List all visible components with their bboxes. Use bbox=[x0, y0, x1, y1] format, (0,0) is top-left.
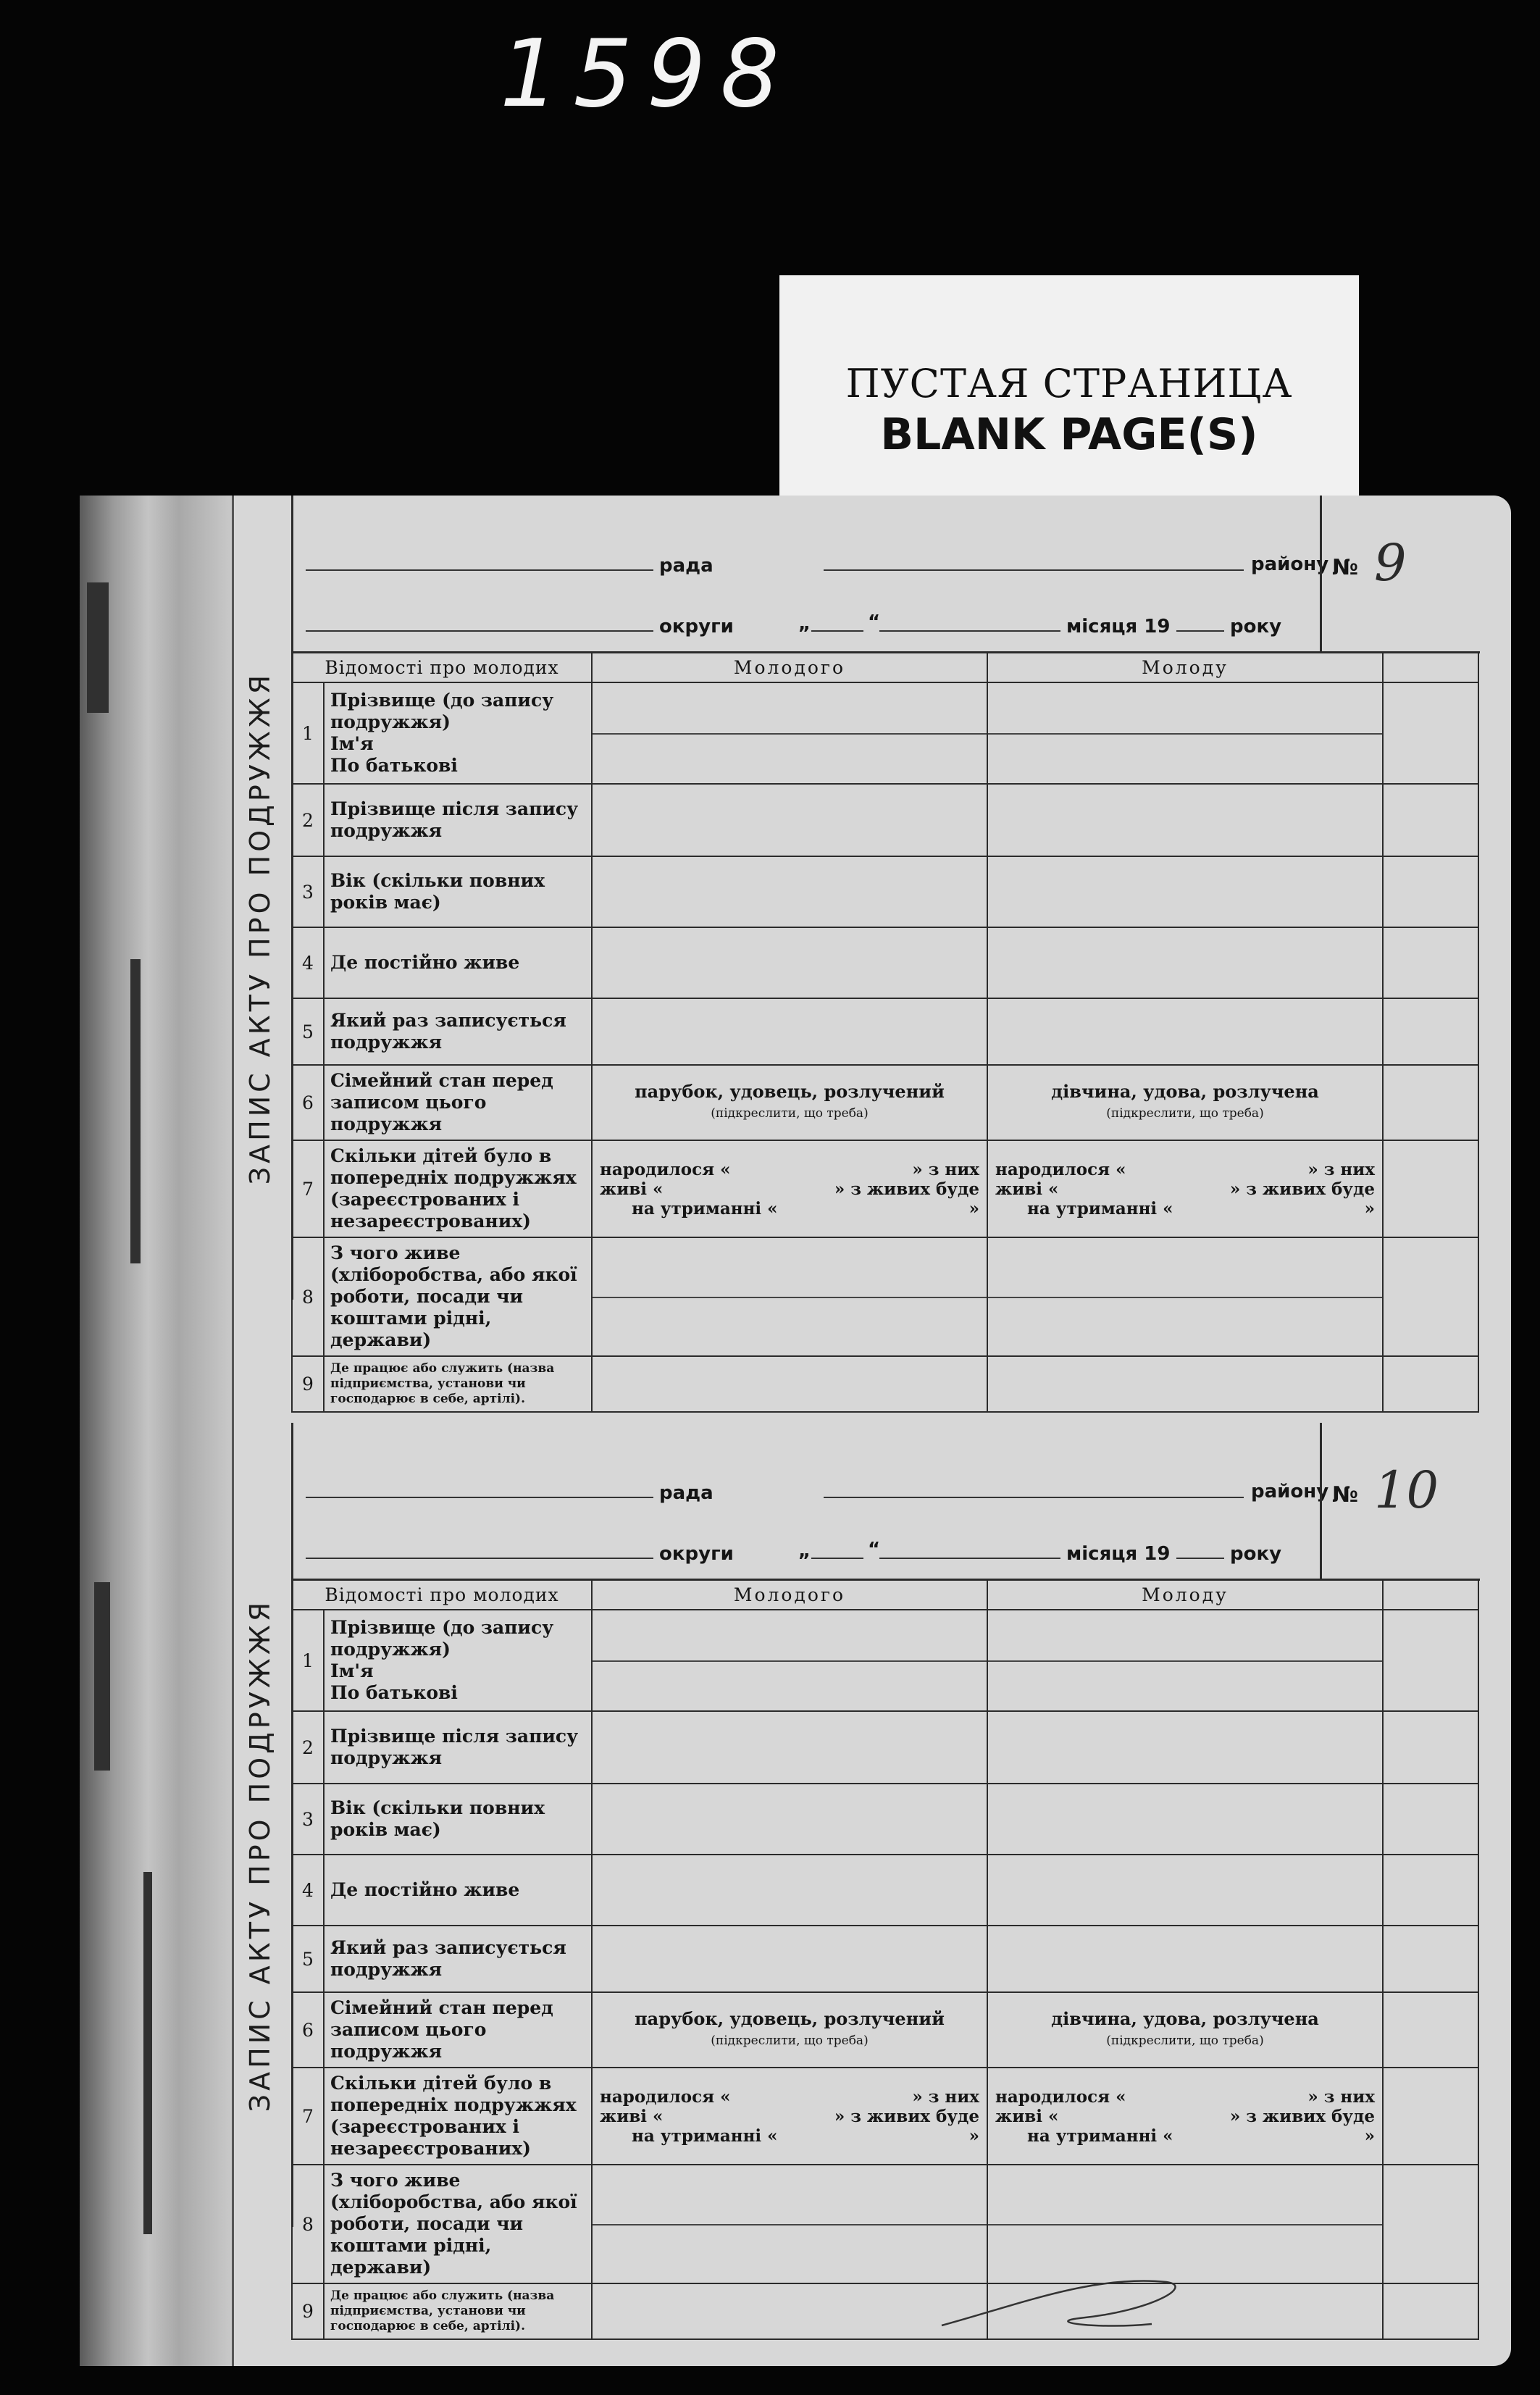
extra-cell bbox=[1383, 2283, 1478, 2339]
row-question: Прізвище після запису подружжя bbox=[324, 784, 592, 856]
bride-answer-cell bbox=[987, 1237, 1383, 1356]
blank-page-card bbox=[779, 275, 1359, 514]
col-bride-header: Молоду bbox=[987, 1579, 1383, 1610]
extra-cell bbox=[1383, 1926, 1478, 1992]
row-number: 4 bbox=[292, 1855, 324, 1926]
row-number: 8 bbox=[292, 2165, 324, 2283]
record-table bbox=[291, 1579, 1479, 2340]
month-label: місяця 19 bbox=[1066, 1543, 1171, 1565]
record-number-box bbox=[1320, 1423, 1480, 1581]
table-row bbox=[292, 1237, 1478, 1356]
col-info-header: Відомості про молодих bbox=[292, 652, 592, 682]
extra-cell bbox=[1383, 784, 1478, 856]
row-number: 8 bbox=[292, 1237, 324, 1356]
extra-cell bbox=[1383, 856, 1478, 927]
month-label: місяця 19 bbox=[1066, 616, 1171, 638]
groom-answer-cell bbox=[592, 856, 987, 927]
table-row bbox=[292, 998, 1478, 1065]
row-question: Прізвище після запису подружжя bbox=[324, 1711, 592, 1784]
number-label: № bbox=[1332, 1482, 1359, 1508]
extra-cell bbox=[1383, 1784, 1478, 1855]
record-side-strip bbox=[229, 1423, 293, 2227]
extra-cell bbox=[1383, 998, 1478, 1065]
quote-open: „ bbox=[798, 1540, 811, 1562]
table-row bbox=[292, 2165, 1478, 2283]
groom-answer-cell bbox=[592, 1992, 987, 2068]
rada-label: рада bbox=[659, 1482, 713, 1504]
extra-cell bbox=[1383, 1992, 1478, 2068]
col-extra-header bbox=[1383, 1579, 1478, 1610]
okruhy-label: округи bbox=[659, 616, 734, 638]
film-number: 1598 bbox=[500, 20, 794, 128]
groom-answer-cell bbox=[592, 2068, 987, 2165]
table-row bbox=[292, 1926, 1478, 1992]
bride-children: народилося « » з них живі « » з живих буде на утриманні « » bbox=[995, 2086, 1375, 2146]
record-number-box bbox=[1320, 496, 1480, 653]
row-question: З чого живе (хліборобства, або якої роботи, посади чи коштами рідні, держави) bbox=[324, 1237, 592, 1356]
row-question: Який раз записується подружжя bbox=[324, 1926, 592, 1992]
row-number: 5 bbox=[292, 1926, 324, 1992]
record-header bbox=[291, 496, 1329, 653]
bride-answer-cell bbox=[987, 1610, 1383, 1711]
groom-answer-cell bbox=[592, 927, 987, 998]
groom-answer-cell bbox=[592, 1784, 987, 1855]
row-question: Вік (скільки повних років має) bbox=[324, 1784, 592, 1855]
col-bride-header: Молоду bbox=[987, 652, 1383, 682]
row-question: Скільки дітей було в попередніх подружжях (зареєстрованих і незареєстрованих) bbox=[324, 2068, 592, 2165]
bride-answer-cell bbox=[987, 2068, 1383, 2165]
groom-answer-cell bbox=[592, 998, 987, 1065]
table-row bbox=[292, 1140, 1478, 1237]
groom-status: парубок, удовець, розлучений (підкреслити, що треба) bbox=[635, 1081, 945, 1121]
bride-answer-cell bbox=[987, 1065, 1383, 1140]
table-row bbox=[292, 927, 1478, 998]
groom-answer-cell bbox=[592, 1855, 987, 1926]
bride-answer-cell bbox=[987, 682, 1383, 784]
raion-label: району bbox=[1251, 1481, 1329, 1502]
groom-answer-cell bbox=[592, 1065, 987, 1140]
blank-page-en: BLANK PAGE(S) bbox=[880, 409, 1258, 460]
extra-cell bbox=[1383, 1711, 1478, 1784]
row-question: Де постійно живе bbox=[324, 927, 592, 998]
extra-cell bbox=[1383, 2165, 1478, 2283]
row-number: 6 bbox=[292, 1992, 324, 2068]
extra-cell bbox=[1383, 1610, 1478, 1711]
book-spine bbox=[80, 496, 234, 2366]
table-row bbox=[292, 682, 1478, 784]
record-number: 9 bbox=[1374, 533, 1407, 593]
quote-open: „ bbox=[798, 613, 811, 635]
bride-answer-cell bbox=[987, 1926, 1383, 1992]
row-question: Вік (скільки повних років має) bbox=[324, 856, 592, 927]
extra-cell bbox=[1383, 2068, 1478, 2165]
bride-status: дівчина, удова, розлучена (підкреслити, що треба) bbox=[1051, 1081, 1319, 1121]
row-number: 9 bbox=[292, 1356, 324, 1412]
row-question: Сімейний стан перед записом цього подружжя bbox=[324, 1065, 592, 1140]
groom-answer-cell bbox=[592, 1356, 987, 1412]
bride-answer-cell bbox=[987, 1784, 1383, 1855]
row-question: Сімейний стан перед записом цього подружжя bbox=[324, 1992, 592, 2068]
table-row bbox=[292, 1610, 1478, 1711]
extra-cell bbox=[1383, 1356, 1478, 1412]
table-row bbox=[292, 1356, 1478, 1412]
rada-label: рада bbox=[659, 555, 713, 577]
bride-answer-cell bbox=[987, 784, 1383, 856]
row-question: Де працює або служить (назва підприємства, установи чи господарює в себе, артілі). bbox=[324, 2283, 592, 2339]
row-number: 6 bbox=[292, 1065, 324, 1140]
bride-answer-cell bbox=[987, 1855, 1383, 1926]
record-side-strip bbox=[229, 496, 293, 1300]
groom-answer-cell bbox=[592, 1610, 987, 1711]
record-table bbox=[291, 651, 1479, 1413]
quote-close: “ bbox=[868, 611, 881, 633]
table-row bbox=[292, 1855, 1478, 1926]
row-number: 2 bbox=[292, 784, 324, 856]
pen-scribble bbox=[934, 2260, 1268, 2340]
bride-answer-cell bbox=[987, 1140, 1383, 1237]
record-side-title: ЗАПИС АКТУ ПРО ПОДРУЖЖЯ bbox=[244, 1598, 276, 2112]
table-row bbox=[292, 1992, 1478, 2068]
col-extra-header bbox=[1383, 652, 1478, 682]
bride-status: дівчина, удова, розлучена (підкреслити, що треба) bbox=[1051, 2008, 1319, 2048]
bride-children: народилося « » з них живі « » з живих буде на утриманні « » bbox=[995, 1159, 1375, 1219]
year-label: року bbox=[1230, 1543, 1282, 1565]
row-question: Де постійно живе bbox=[324, 1855, 592, 1926]
extra-cell bbox=[1383, 682, 1478, 784]
table-row bbox=[292, 2068, 1478, 2165]
col-groom-header: Молодого bbox=[592, 1579, 987, 1610]
row-number: 7 bbox=[292, 2068, 324, 2165]
row-number: 1 bbox=[292, 1610, 324, 1711]
row-number: 2 bbox=[292, 1711, 324, 1784]
groom-status: парубок, удовець, розлучений (підкреслити, що треба) bbox=[635, 2008, 945, 2048]
table-row bbox=[292, 1065, 1478, 1140]
blank-page-ru: ПУСТАЯ СТРАНИЦА bbox=[845, 361, 1293, 406]
row-number: 1 bbox=[292, 682, 324, 784]
bride-answer-cell bbox=[987, 1711, 1383, 1784]
table-row bbox=[292, 1784, 1478, 1855]
extra-cell bbox=[1383, 1140, 1478, 1237]
row-question: Прізвище (до запису подружжя) Ім'я По батькові bbox=[324, 1610, 592, 1711]
marriage-record-2 bbox=[229, 1423, 1478, 2333]
row-number: 3 bbox=[292, 856, 324, 927]
row-question: З чого живе (хліборобства, або якої роботи, посади чи коштами рідні, держави) bbox=[324, 2165, 592, 2283]
extra-cell bbox=[1383, 1237, 1478, 1356]
extra-cell bbox=[1383, 1065, 1478, 1140]
bride-answer-cell bbox=[987, 1992, 1383, 2068]
groom-children: народилося « » з них живі « » з живих буде на утриманні « » bbox=[600, 2086, 979, 2146]
row-number: 7 bbox=[292, 1140, 324, 1237]
bride-answer-cell bbox=[987, 998, 1383, 1065]
number-label: № bbox=[1332, 555, 1359, 580]
table-row bbox=[292, 2283, 1478, 2339]
row-number: 5 bbox=[292, 998, 324, 1065]
groom-answer-cell bbox=[592, 1140, 987, 1237]
bride-answer-cell bbox=[987, 1356, 1383, 1412]
table-row bbox=[292, 1711, 1478, 1784]
bride-answer-cell bbox=[987, 856, 1383, 927]
raion-label: району bbox=[1251, 553, 1329, 575]
record-side-title: ЗАПИС АКТУ ПРО ПОДРУЖЖЯ bbox=[244, 671, 276, 1185]
col-groom-header: Молодого bbox=[592, 652, 987, 682]
groom-answer-cell bbox=[592, 1926, 987, 1992]
extra-cell bbox=[1383, 1855, 1478, 1926]
record-header bbox=[291, 1423, 1329, 1581]
table-row bbox=[292, 856, 1478, 927]
groom-children: народилося « » з них живі « » з живих буде на утриманні « » bbox=[600, 1159, 979, 1219]
row-question: Який раз записується подружжя bbox=[324, 998, 592, 1065]
row-question: Де працює або служить (назва підприємства, установи чи господарює в себе, артілі). bbox=[324, 1356, 592, 1412]
row-number: 9 bbox=[292, 2283, 324, 2339]
col-info-header: Відомості про молодих bbox=[292, 1579, 592, 1610]
quote-close: “ bbox=[868, 1539, 881, 1560]
row-question: Скільки дітей було в попередніх подружжях (зареєстрованих і незареєстрованих) bbox=[324, 1140, 592, 1237]
marriage-record-1 bbox=[229, 496, 1478, 1406]
extra-cell bbox=[1383, 927, 1478, 998]
row-number: 3 bbox=[292, 1784, 324, 1855]
okruhy-label: округи bbox=[659, 1543, 734, 1565]
year-label: року bbox=[1230, 616, 1282, 638]
bride-answer-cell bbox=[987, 927, 1383, 998]
groom-answer-cell bbox=[592, 2283, 987, 2339]
table-row bbox=[292, 784, 1478, 856]
document-page bbox=[80, 496, 1511, 2366]
groom-answer-cell bbox=[592, 1711, 987, 1784]
groom-answer-cell bbox=[592, 2165, 987, 2283]
groom-answer-cell bbox=[592, 1237, 987, 1356]
record-number: 10 bbox=[1374, 1460, 1439, 1520]
groom-answer-cell bbox=[592, 784, 987, 856]
row-question: Прізвище (до запису подружжя) Ім'я По батькові bbox=[324, 682, 592, 784]
groom-answer-cell bbox=[592, 682, 987, 784]
row-number: 4 bbox=[292, 927, 324, 998]
